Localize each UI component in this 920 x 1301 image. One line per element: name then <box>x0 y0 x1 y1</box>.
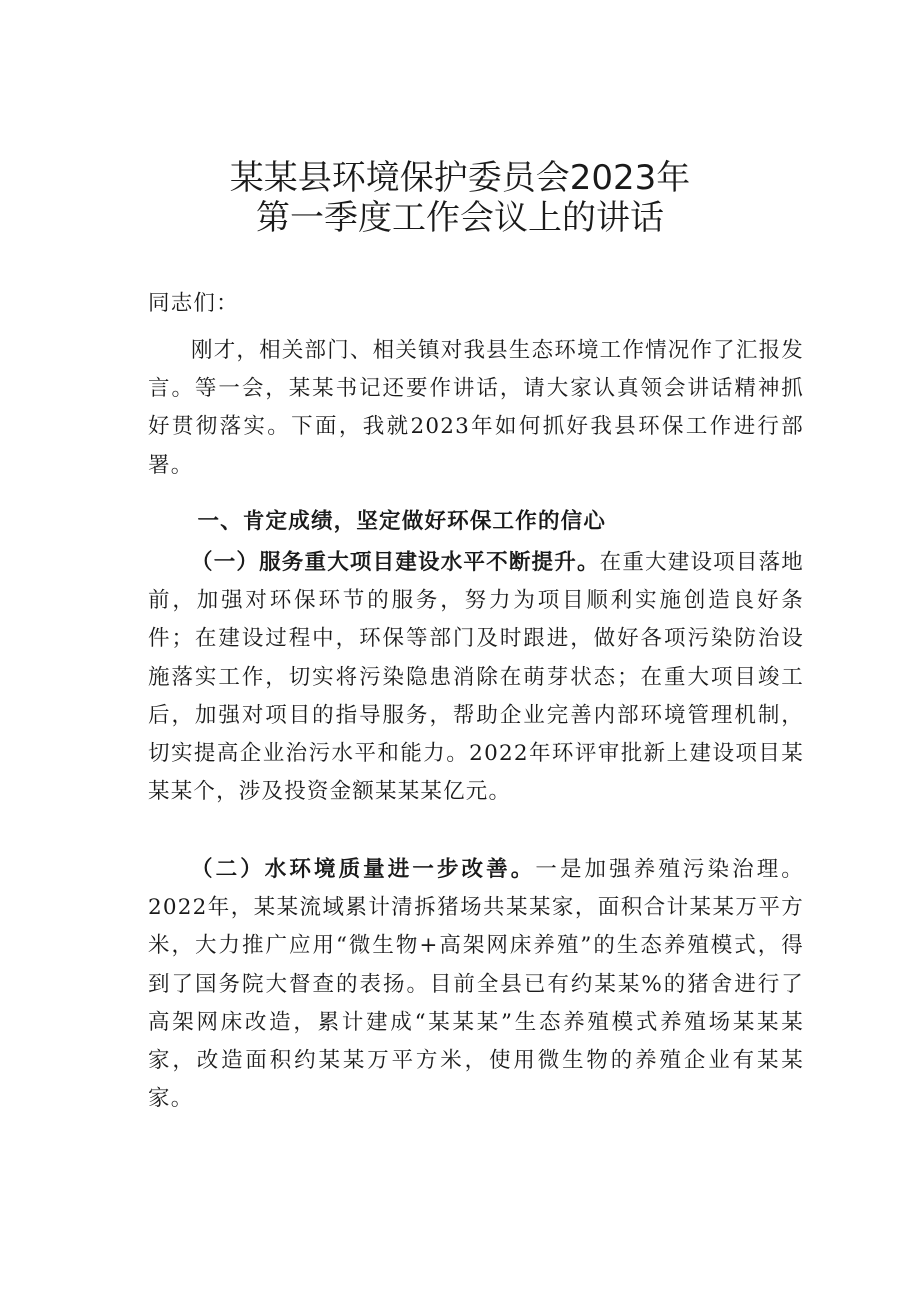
document-title-line-1: 某某县环境保护委员会2023年 <box>229 158 691 198</box>
document-title-line-2: 第一季度工作会议上的讲话 <box>256 198 664 238</box>
subsection-1-lead: （一）服务重大项目建设水平不断提升。 <box>191 550 600 575</box>
subsection-2-text: 一是加强养殖污染治理。2022年，某某流域累计清拆猪场共某某家，面积合计某某万平方米，大力推广应用“微生物+高架网床养殖”的生态养殖模式，得到了国务院大督查的表扬。目前全县已有约某某%的猪舍进行了高架网床改造，累计建成“某某某”生态养殖模式养殖场某某某家，改造面积约某某万平方米，使用微生物的养殖企业有某某家。 <box>148 857 804 1112</box>
greeting: 同志们： <box>148 291 239 316</box>
subsection-1-text: 在重大建设项目落地前，加强对环保环节的服务，努力为项目顺利实施创造良好条件；在建设过程中，环保等部门及时跟进，做好各项污染防治设施落实工作，切实将污染隐患消除在萌芽状态；在重大项目竣工后，加强对项目的指导服务，帮助企业完善内部环境管理机制，切实提高企业治污水平和能力。2022年环评审批新上建设项目某某某个，涉及投资金额某某某亿元。 <box>148 550 804 805</box>
section-heading-1: 一、肯定成绩，坚定做好环保工作的信心 <box>197 509 607 534</box>
paragraph-intro: 刚才，相关部门、相关镇对我县生态环境工作情况作了汇报发言。等一会，某某书记还要作讲话，请大家认真领会讲话精神抓好贯彻落实。下面，我就2023年如何抓好我县环保工作进行部署。 <box>148 338 804 478</box>
paragraph-subsection-1 <box>148 544 804 811</box>
subsection-2-lead: （二）水环境质量进一步改善。 <box>191 857 536 882</box>
paragraph-subsection-2 <box>148 851 804 1118</box>
